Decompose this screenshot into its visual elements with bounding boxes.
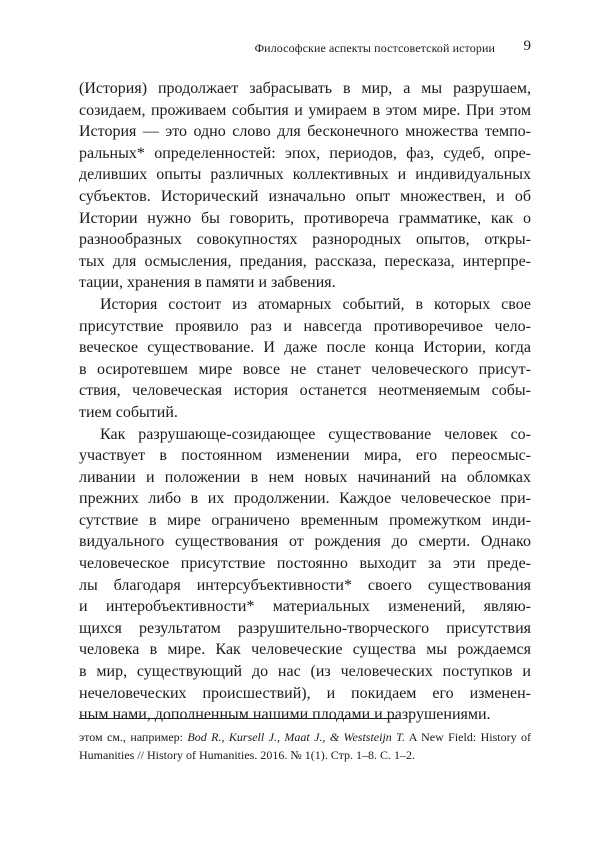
text-line: Как разрушающе-созидающее существование человек со- — [100, 425, 531, 443]
text-line: деливших опыты различных коллективных и индивидуальных — [79, 166, 531, 184]
text-line: ральных* определенностей: эпох, периодов, фаз, судеб, опре- — [79, 144, 531, 162]
text-line: в осиротевшем мире вовсе не станет человеческого присут- — [79, 360, 531, 378]
text-line: История состоит из атомарных событий, в которых свое — [100, 295, 531, 313]
paragraph — [79, 78, 531, 294]
text-line: лы благодаря интерсубъективности* своего существования — [79, 576, 531, 594]
paragraph — [79, 294, 531, 424]
footnote-divider — [79, 718, 399, 719]
text-line: и интеробъективности* материальных изменений, являю- — [79, 598, 531, 616]
text-line: (История) продолжает забрасывать в мир, а мы разрушаем, — [79, 80, 531, 97]
text-line: щихся результатом разрушительно-творческого присутствия — [79, 619, 531, 637]
footnote-authors: Bod R., Kursell J., Maat J., & Weststeijn T. — [187, 730, 405, 744]
text-line: Истории нужно бы говорить, противореча грамматике, как о — [79, 209, 531, 227]
text-line: веческое существование. И даже после конца Истории, когда — [79, 339, 531, 357]
text-line: История — это одно слово для бесконечного множества темпо- — [79, 123, 531, 141]
text-line: тации, хранения в памяти и забвения. — [79, 274, 336, 292]
text-line: ствия, человеческая история останется неотменяемым собы- — [79, 382, 531, 400]
running-header — [79, 38, 531, 58]
text-line: видуального существования от рождения до смерти. Однако — [79, 533, 531, 551]
text-line: участвует в постоянном изменении мира, его переосмыс- — [79, 447, 531, 465]
text-line: в мир, существующий до нас (из человеческих поступков и — [79, 663, 531, 681]
footnote-line-2: Humanities // History of Humanities. 2016. № 1(1). Стр. 1–8. С. 1–2. — [79, 748, 415, 762]
text-line: разнообразных совокупностях разнородных опытов, откры- — [79, 231, 531, 249]
main-text — [79, 78, 531, 726]
running-title: Философские аспекты постсоветской истории — [254, 41, 495, 55]
text-line: нечеловеческих происшествий), и покидаем его изменен- — [79, 684, 531, 702]
text-line: человека в мире. Как человеческие существа мы рождаемся — [79, 641, 531, 659]
text-line: созидаем, проживаем события и умираем в этом мире. При этом — [79, 101, 531, 119]
text-line: человеческое присутствие постоянно выходит за эти преде- — [79, 555, 531, 573]
paragraph — [79, 424, 531, 726]
text-line: субъектов. Исторический изначально опыт множествен, и об — [79, 187, 531, 205]
footnote — [79, 728, 531, 764]
page-number: 9 — [523, 38, 531, 54]
text-line: прежних либо в их продолжении. Каждое человеческое при- — [79, 490, 531, 508]
footnote-line-1: этом см., например: Bod R., Kursell J., Maat J., & Weststeijn T. A New Field: History of — [79, 730, 531, 744]
text-line: тых для осмысления, предания, рассказа, пересказа, интерпре- — [79, 252, 531, 270]
text-line: сутствие в мире ограничено временным промежутком инди- — [79, 511, 531, 529]
text-line: тием событий. — [79, 403, 178, 421]
text-line: ным нами, дополненным нашими плодами и разрушениями. — [79, 706, 491, 724]
text-line: ливании и положении в нем новых начинаний на обломках — [79, 468, 531, 486]
text-line: присутствие проявило раз и навсегда противоречивое чело- — [79, 317, 531, 335]
